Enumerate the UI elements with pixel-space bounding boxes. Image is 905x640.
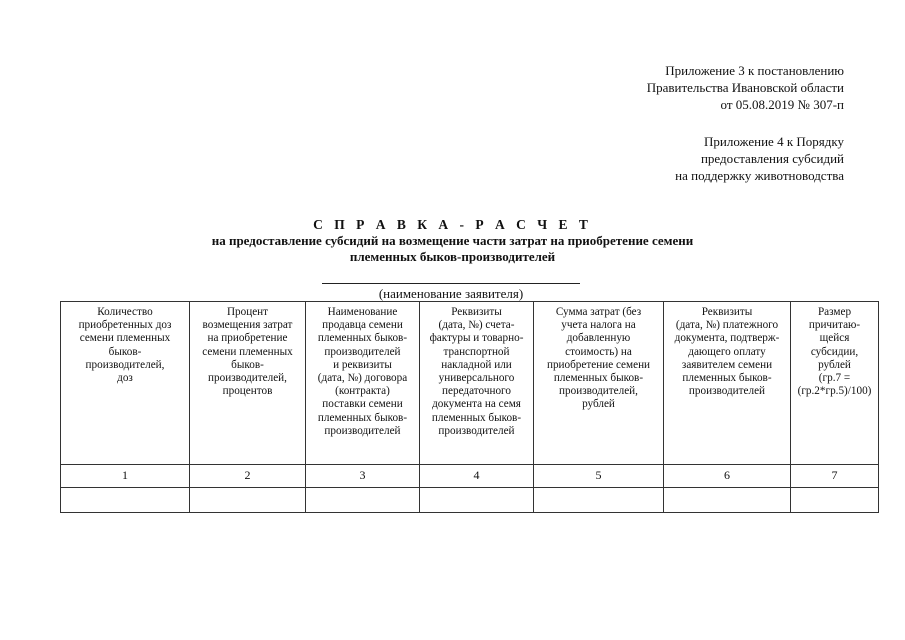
header-cell-line: племенных быков-: [682, 372, 772, 385]
header-cell-line: причитаю-: [808, 319, 861, 332]
header-cell-line: (дата, №) счета-: [438, 319, 515, 332]
header-cell-line: продавца семени: [322, 319, 403, 332]
annex-1-line-2: Правительства Ивановской области: [646, 80, 844, 95]
header-cell-line: Сумма затрат (без: [555, 306, 642, 318]
annex-1-line-1: Приложение 3 к постановлению: [665, 63, 844, 78]
column-number: 4: [420, 465, 534, 488]
header-cell-line: быков-: [108, 345, 142, 358]
header-cell-line: поставки семени: [322, 398, 403, 411]
calculation-table: [60, 301, 879, 513]
header-cell-line: приобретенных доз: [78, 319, 172, 332]
header-cell-line: семени племенных: [79, 332, 171, 345]
header-cell-line: передаточного: [442, 385, 511, 398]
header-cell-line: рублей: [818, 358, 851, 371]
empty-data-cell: [420, 488, 534, 513]
header-cell-line: документа, подтверж-: [674, 332, 780, 345]
header-cell-line: (дата, №) платежного: [675, 319, 779, 332]
empty-data-cell: [664, 488, 791, 513]
header-cell-line: дающего оплату: [688, 345, 766, 358]
header-cell-line: племенных быков-: [317, 332, 408, 345]
header-cell-line: Размер: [817, 306, 852, 318]
header-cell-line: на приобретение: [207, 332, 288, 345]
header-cell-line: быков-: [231, 358, 264, 371]
header-cell-line: щейся: [819, 332, 850, 345]
header-cell-line: доз: [117, 372, 133, 385]
header-cell-invoice-details: [420, 302, 534, 465]
header-cell-line: Количество: [97, 306, 153, 318]
applicant-name-caption: (наименование заявителя): [378, 286, 524, 301]
annex-1-line-3: от 05.08.2019 № 307-п: [720, 97, 844, 112]
empty-data-cell: [190, 488, 306, 513]
header-cell-line: (дата, №) договора: [317, 372, 408, 385]
header-cell-line: производителей: [324, 424, 401, 437]
header-cell-line: племенных быков-: [317, 411, 408, 424]
header-cell-line: и реквизиты: [333, 358, 392, 371]
header-cell-line: стоимость) на: [565, 345, 632, 358]
annex-reference-resolution: [524, 62, 844, 113]
title-subtitle-line-2: племенных быков-производителей: [349, 249, 556, 264]
header-cell-dose-count: [61, 302, 190, 465]
header-cell-line: документа на семя: [432, 398, 521, 411]
header-cell-line: накладной или: [441, 358, 512, 371]
table-column-number-row: [61, 465, 879, 488]
header-cell-line: рублей: [582, 398, 615, 411]
header-cell-line: производителей: [324, 345, 401, 358]
header-cell-line: производителей: [688, 385, 766, 398]
table-empty-data-row: [61, 488, 879, 513]
empty-data-cell: [61, 488, 190, 513]
header-cell-line: производителей,: [85, 358, 165, 371]
header-cell-line: племенных быков-: [431, 411, 522, 424]
header-cell-seller-contract: [306, 302, 420, 465]
header-cell-cost-amount: [534, 302, 664, 465]
applicant-name-underline: [322, 283, 580, 284]
column-number: 3: [306, 465, 420, 488]
header-cell-line: Наименование: [327, 306, 398, 318]
header-cell-line: Реквизиты: [701, 306, 753, 318]
annex-2-line-2: предоставления субсидий: [700, 151, 844, 166]
header-cell-line: приобретение семени: [546, 358, 651, 371]
header-cell-line: учета налога на: [561, 319, 636, 332]
empty-data-cell: [791, 488, 879, 513]
header-cell-line: транспортной: [443, 345, 510, 358]
header-cell-payment-document: [664, 302, 791, 465]
column-number: 1: [61, 465, 190, 488]
header-cell-line: производителей: [438, 424, 515, 437]
header-cell-line: возмещения затрат: [202, 319, 293, 332]
header-cell-line: производителей,: [208, 372, 287, 385]
header-cell-line: (гр.2*гр.5)/100): [797, 385, 872, 398]
title-subtitle-line-1: на предоставление субсидий на возмещение части затрат на приобретение семени: [211, 233, 694, 248]
column-number: 6: [664, 465, 791, 488]
annex-reference-procedure: [524, 133, 844, 184]
header-cell-subsidy-amount: [791, 302, 879, 465]
header-cell-line: субсидии,: [810, 345, 859, 358]
annex-2-line-1: Приложение 4 к Порядку: [704, 134, 844, 149]
header-cell-line: процентов: [222, 385, 273, 398]
header-cell-line: фактуры и товарно-: [429, 332, 524, 345]
header-cell-line: племенных быков-: [553, 372, 644, 385]
title-main: С П Р А В К А - Р А С Ч Е Т: [313, 217, 592, 232]
empty-data-cell: [534, 488, 664, 513]
header-cell-line: (контракта): [335, 385, 390, 398]
annex-2-line-3: на поддержку животноводства: [675, 168, 844, 183]
header-cell-reimbursement-percent: [190, 302, 306, 465]
header-cell-line: добавленную: [566, 332, 631, 345]
header-cell-line: универсального: [438, 372, 515, 385]
header-cell-line: производителей,: [559, 385, 638, 398]
empty-data-cell: [306, 488, 420, 513]
document-title: [0, 217, 905, 265]
header-cell-line: Реквизиты: [451, 306, 502, 318]
column-number: 2: [190, 465, 306, 488]
column-number: 7: [791, 465, 879, 488]
column-number: 5: [534, 465, 664, 488]
header-cell-line: заявителем семени: [681, 358, 773, 371]
table-header-row: [61, 302, 879, 465]
header-cell-line: (гр.7 =: [818, 372, 851, 385]
header-cell-line: семени племенных: [202, 345, 293, 358]
header-cell-line: Процент: [226, 306, 269, 318]
